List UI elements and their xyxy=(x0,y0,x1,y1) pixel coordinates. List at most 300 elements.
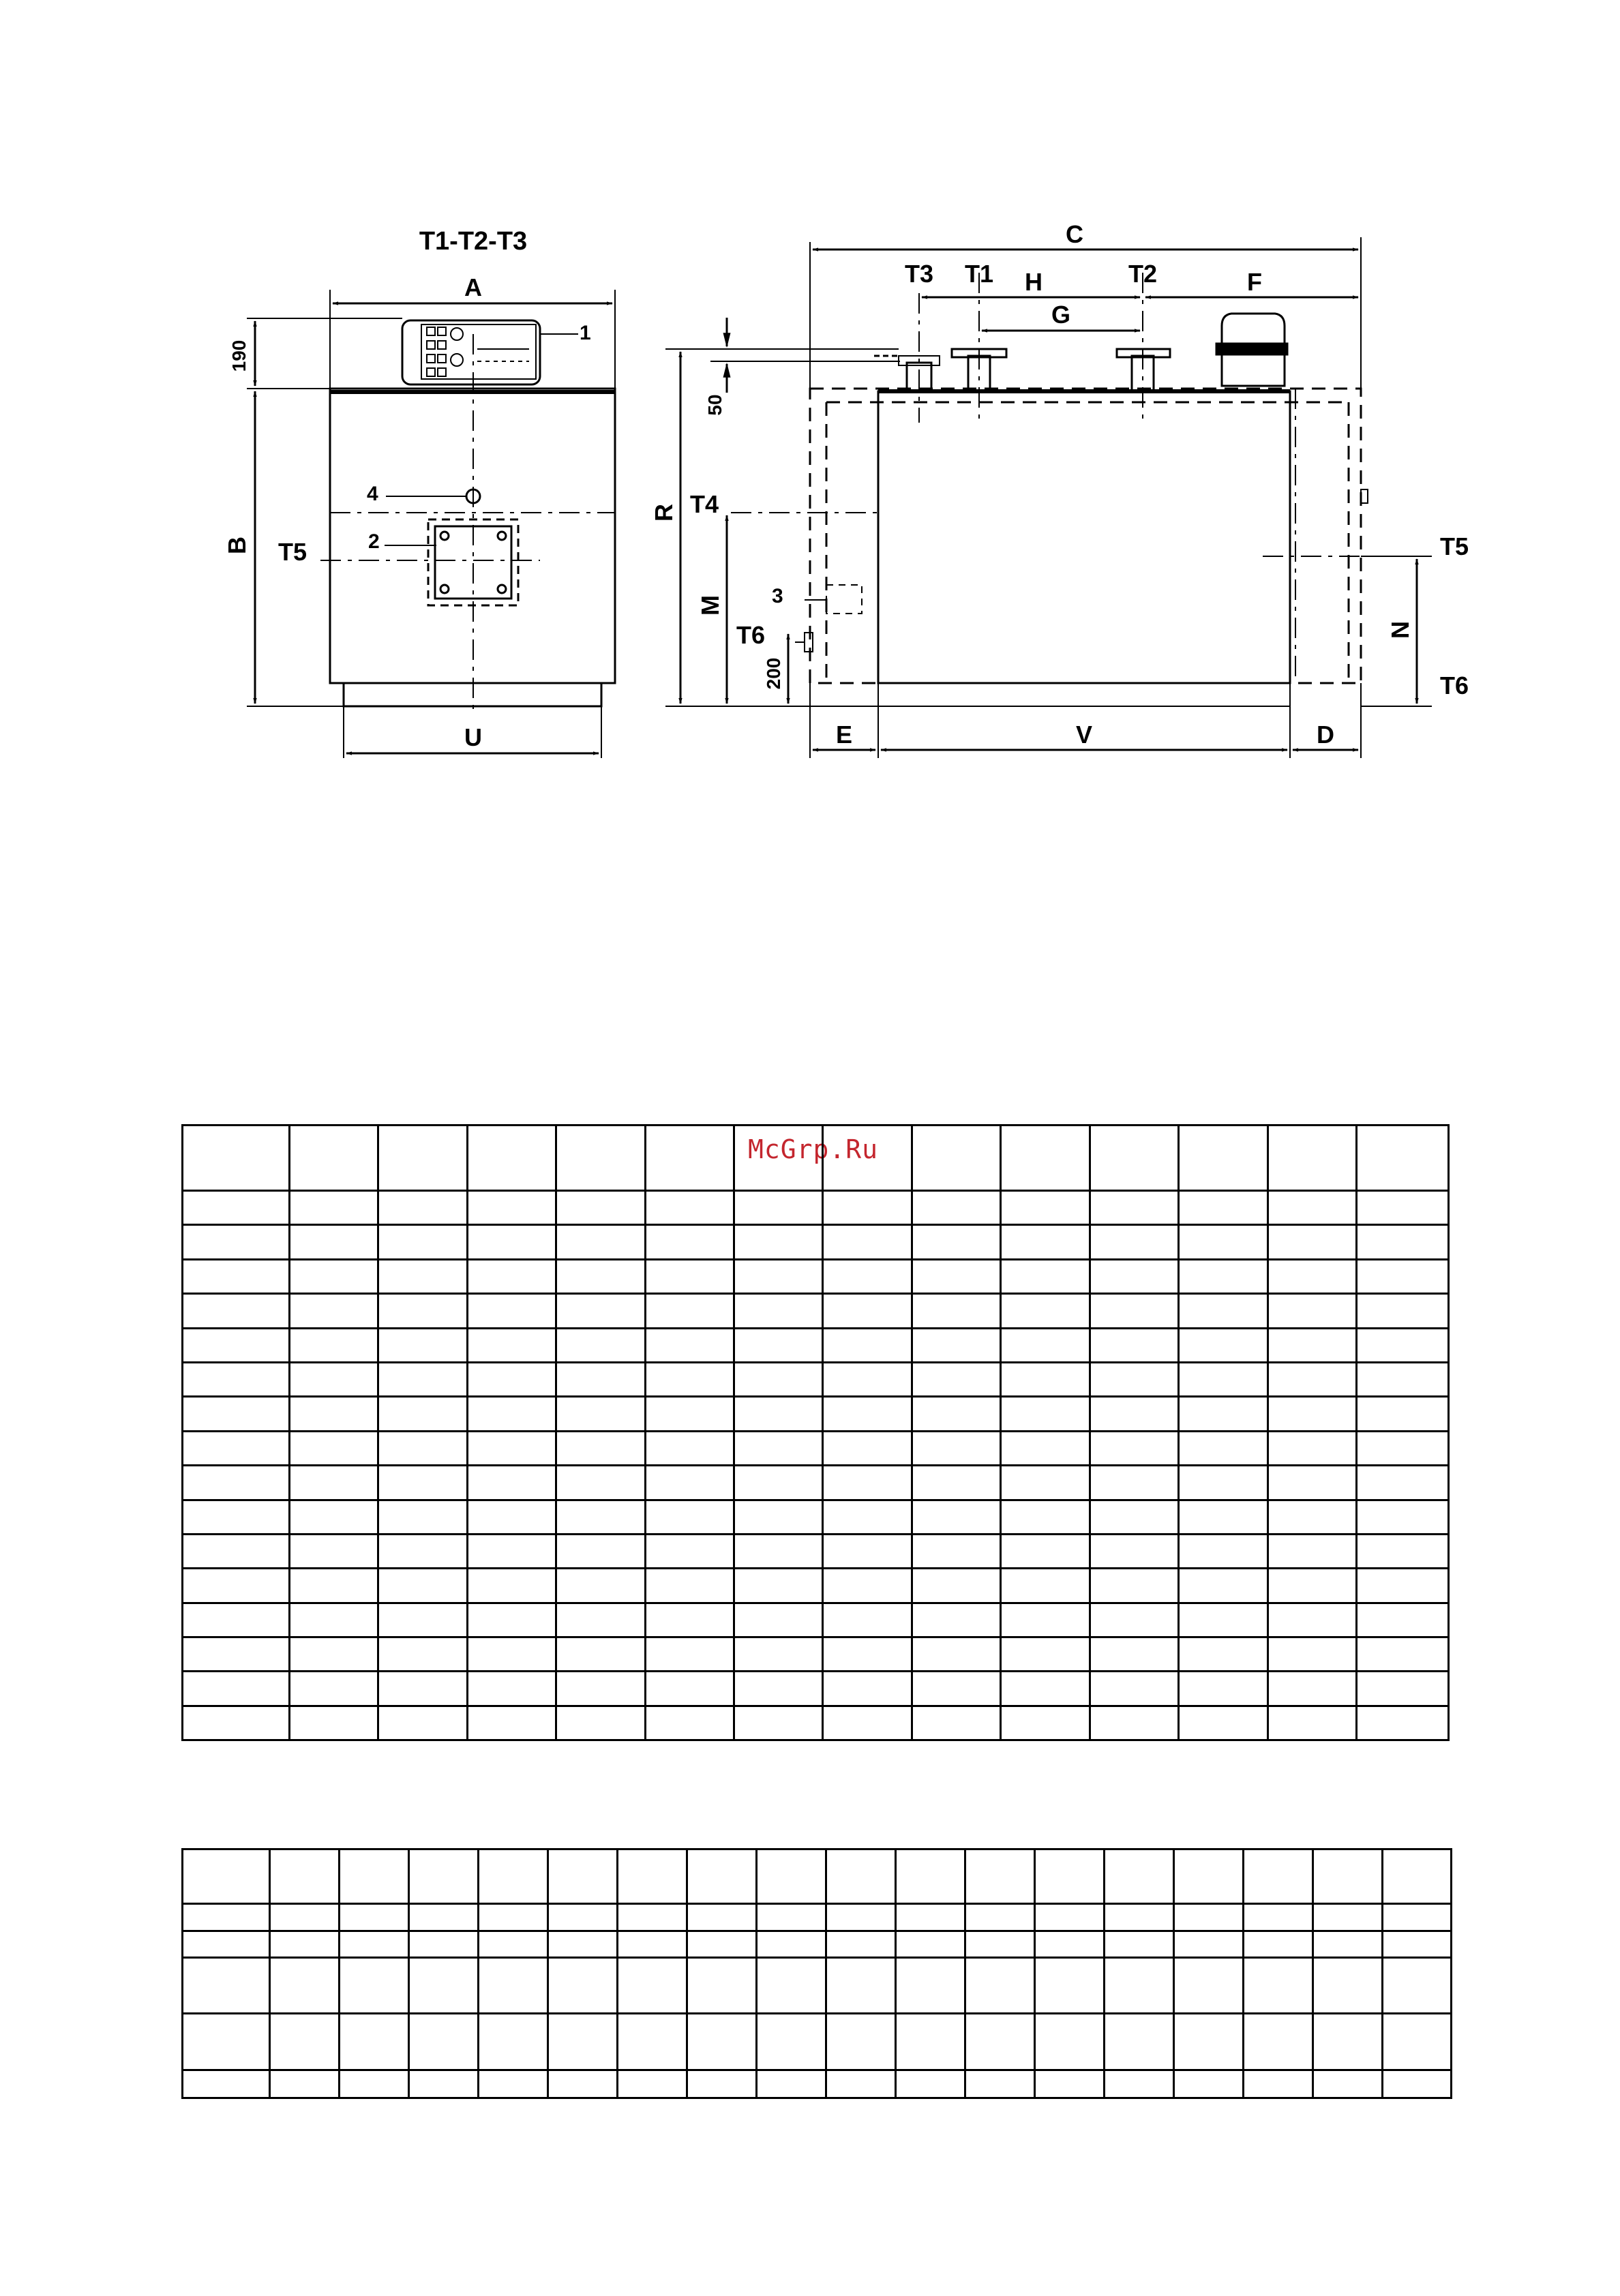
table-cell xyxy=(734,1328,823,1362)
table-cell xyxy=(687,1957,757,2013)
table-cell xyxy=(479,1904,548,1931)
table-cell xyxy=(548,1904,618,1931)
table-cell xyxy=(912,1294,1000,1328)
dim-e-label: E xyxy=(835,721,853,749)
table-cell xyxy=(826,1849,896,1904)
table-cell xyxy=(823,1191,912,1225)
table-cell xyxy=(965,1957,1035,2013)
table-cell xyxy=(645,1500,734,1534)
table-row xyxy=(183,1126,1449,1191)
conn-t6-left-label: T6 xyxy=(736,621,766,649)
table-cell xyxy=(1383,2070,1452,2098)
table-cell xyxy=(467,1126,556,1191)
table-cell xyxy=(1268,1466,1356,1500)
table-cell xyxy=(548,2070,618,2098)
table-cell xyxy=(1268,1362,1356,1396)
table-cell xyxy=(409,1849,479,1904)
table-row xyxy=(183,1904,1452,1931)
table-cell xyxy=(912,1431,1000,1465)
table-cell xyxy=(734,1706,823,1740)
table-cell xyxy=(1090,1328,1178,1362)
table-cell xyxy=(183,1569,290,1603)
table-cell xyxy=(1313,1904,1383,1931)
table-cell xyxy=(479,2014,548,2070)
table-cell xyxy=(270,1904,340,1931)
table-cell xyxy=(734,1603,823,1637)
table-cell xyxy=(378,1706,467,1740)
table-row xyxy=(183,1849,1452,1904)
table-cell xyxy=(1090,1569,1178,1603)
table-cell xyxy=(378,1328,467,1362)
table-cell xyxy=(823,1466,912,1500)
table-cell xyxy=(183,1397,290,1431)
table-cell xyxy=(1174,1957,1244,2013)
dim-m-label: M xyxy=(696,595,724,616)
table-cell xyxy=(823,1397,912,1431)
table-cell xyxy=(1313,2070,1383,2098)
table-cell xyxy=(1001,1500,1090,1534)
table-cell xyxy=(618,1931,687,1957)
table-cell xyxy=(757,2014,826,2070)
table-cell xyxy=(757,1957,826,2013)
table-cell xyxy=(289,1500,378,1534)
table-cell xyxy=(556,1225,645,1259)
table-cell xyxy=(467,1637,556,1672)
table-cell xyxy=(1105,1957,1174,2013)
table-cell xyxy=(1383,2014,1452,2070)
table-cell xyxy=(1090,1500,1178,1534)
table-cell xyxy=(826,2014,896,2070)
table-cell xyxy=(1090,1126,1178,1191)
table-cell xyxy=(1035,1904,1105,1931)
table-cell xyxy=(289,1328,378,1362)
table-cell xyxy=(823,1259,912,1293)
table-cell xyxy=(409,1957,479,2013)
table-cell xyxy=(556,1637,645,1672)
table-cell xyxy=(912,1637,1000,1672)
conn-t1-label: T1 xyxy=(964,260,994,288)
table-cell xyxy=(645,1397,734,1431)
table-cell xyxy=(1035,1957,1105,2013)
dim-b-label: B xyxy=(223,537,251,554)
table-cell xyxy=(965,1849,1035,1904)
table-cell xyxy=(289,1397,378,1431)
table-row xyxy=(183,1706,1449,1740)
dim-a-label: A xyxy=(464,273,482,301)
table-cell xyxy=(183,1957,270,2013)
table-cell xyxy=(409,2014,479,2070)
table-cell xyxy=(687,1849,757,1904)
table-cell xyxy=(1268,1259,1356,1293)
table-cell xyxy=(556,1431,645,1465)
table-cell xyxy=(645,1431,734,1465)
table-cell xyxy=(467,1259,556,1293)
table-cell xyxy=(378,1294,467,1328)
table-cell xyxy=(183,1225,290,1259)
table-cell xyxy=(556,1706,645,1740)
table-cell xyxy=(270,1931,340,1957)
table-cell xyxy=(1268,1603,1356,1637)
table-row xyxy=(183,1294,1449,1328)
table-cell xyxy=(1001,1534,1090,1568)
table-cell xyxy=(1001,1362,1090,1396)
table-cell xyxy=(645,1534,734,1568)
table-cell xyxy=(548,1849,618,1904)
table-cell xyxy=(1001,1126,1090,1191)
table-cell xyxy=(467,1672,556,1706)
table-cell xyxy=(734,1362,823,1396)
table-cell xyxy=(183,1259,290,1293)
table-cell xyxy=(645,1569,734,1603)
table-cell xyxy=(479,1957,548,2013)
table-cell xyxy=(183,1328,290,1362)
table-cell xyxy=(734,1637,823,1672)
table-cell xyxy=(1268,1294,1356,1328)
conn-t5-front-label: T5 xyxy=(278,538,308,566)
table-cell xyxy=(618,1904,687,1931)
table-cell xyxy=(1105,2070,1174,2098)
table-cell xyxy=(1001,1431,1090,1465)
table-cell xyxy=(467,1603,556,1637)
table-cell xyxy=(1035,1931,1105,1957)
table-cell xyxy=(289,1637,378,1672)
callout-4-label: 4 xyxy=(367,483,378,505)
table-cell xyxy=(1179,1362,1268,1396)
table-cell xyxy=(1244,2014,1313,2070)
table-cell xyxy=(378,1259,467,1293)
table-cell xyxy=(912,1362,1000,1396)
table-row xyxy=(183,1534,1449,1568)
table-cell xyxy=(467,1225,556,1259)
table-cell xyxy=(1090,1397,1178,1431)
table-cell xyxy=(1244,1931,1313,1957)
table-cell xyxy=(479,1931,548,1957)
table-cell xyxy=(409,1931,479,1957)
dim-v-label: V xyxy=(1075,721,1093,749)
table-cell xyxy=(183,1904,270,1931)
table-cell xyxy=(183,1672,290,1706)
conn-t4-label: T4 xyxy=(690,490,719,518)
table-cell xyxy=(1357,1431,1449,1465)
table-cell xyxy=(1268,1500,1356,1534)
table-cell xyxy=(1268,1569,1356,1603)
table-cell xyxy=(289,1603,378,1637)
table-cell xyxy=(687,2070,757,2098)
table-row xyxy=(183,2070,1452,2098)
table-cell xyxy=(289,1225,378,1259)
burner-unit xyxy=(1216,314,1287,386)
table-cell xyxy=(645,1672,734,1706)
table-cell xyxy=(378,1397,467,1431)
table-cell xyxy=(467,1569,556,1603)
table-cell xyxy=(618,2014,687,2070)
table-cell xyxy=(1179,1534,1268,1568)
table-cell xyxy=(289,1706,378,1740)
table-cell xyxy=(183,1431,290,1465)
table-cell xyxy=(548,1931,618,1957)
table-cell xyxy=(1357,1534,1449,1568)
table-cell xyxy=(734,1259,823,1293)
table-cell xyxy=(645,1126,734,1191)
table-cell xyxy=(645,1191,734,1225)
table-cell xyxy=(1105,1931,1174,1957)
table-cell xyxy=(1244,1849,1313,1904)
table-cell xyxy=(1179,1328,1268,1362)
table-cell xyxy=(183,2014,270,2070)
table-row xyxy=(183,2014,1452,2070)
table-cell xyxy=(687,2014,757,2070)
table-cell xyxy=(645,1259,734,1293)
table-cell xyxy=(1174,2014,1244,2070)
table-cell xyxy=(548,1957,618,2013)
table-cell xyxy=(1268,1225,1356,1259)
table-cell xyxy=(1001,1672,1090,1706)
table-cell xyxy=(270,2014,340,2070)
table-cell xyxy=(823,1500,912,1534)
table-cell xyxy=(340,2014,409,2070)
dim-u-label: U xyxy=(464,723,482,751)
table-cell xyxy=(1090,1466,1178,1500)
table-cell xyxy=(896,2070,965,2098)
table-cell xyxy=(1174,2070,1244,2098)
table-cell xyxy=(1001,1706,1090,1740)
table-cell xyxy=(1090,1259,1178,1293)
table-cell xyxy=(1179,1126,1268,1191)
table-cell xyxy=(912,1534,1000,1568)
table-cell xyxy=(183,1849,270,1904)
table-cell xyxy=(1174,1931,1244,1957)
table-row xyxy=(183,1225,1449,1259)
table-cell xyxy=(467,1500,556,1534)
table-cell xyxy=(823,1603,912,1637)
table-cell xyxy=(645,1225,734,1259)
table-cell xyxy=(823,1431,912,1465)
table-row xyxy=(183,1362,1449,1396)
table-cell xyxy=(1268,1191,1356,1225)
table-cell xyxy=(1001,1191,1090,1225)
dim-n-label: N xyxy=(1386,621,1414,639)
table-cell xyxy=(183,1603,290,1637)
table-cell xyxy=(1179,1225,1268,1259)
table-cell xyxy=(896,1904,965,1931)
t6-drain xyxy=(805,633,813,652)
table-row xyxy=(183,1637,1449,1672)
table-cell xyxy=(1174,1904,1244,1931)
table-cell xyxy=(378,1500,467,1534)
table-cell xyxy=(823,1534,912,1568)
table-cell xyxy=(556,1362,645,1396)
table-cell xyxy=(1268,1397,1356,1431)
table-cell xyxy=(378,1672,467,1706)
table-cell xyxy=(409,2070,479,2098)
table-cell xyxy=(289,1191,378,1225)
table-cell xyxy=(757,2070,826,2098)
specifications-table xyxy=(181,1848,1452,2099)
table-row xyxy=(183,1672,1449,1706)
table-cell xyxy=(270,1957,340,2013)
table-cell xyxy=(896,1849,965,1904)
table-cell xyxy=(183,1126,290,1191)
table-cell xyxy=(1357,1259,1449,1293)
table-cell xyxy=(757,1904,826,1931)
table-row xyxy=(183,1191,1449,1225)
table-cell xyxy=(965,2014,1035,2070)
table-cell xyxy=(1174,1849,1244,1904)
table-cell xyxy=(1001,1569,1090,1603)
table-cell xyxy=(1244,2070,1313,2098)
table-cell xyxy=(479,1849,548,1904)
table-cell xyxy=(1357,1466,1449,1500)
table-cell xyxy=(556,1672,645,1706)
table-cell xyxy=(183,1466,290,1500)
table-cell xyxy=(965,2070,1035,2098)
table-cell xyxy=(734,1126,823,1191)
table-cell xyxy=(1268,1672,1356,1706)
table-row xyxy=(183,1931,1452,1957)
table-cell xyxy=(556,1294,645,1328)
table-cell xyxy=(467,1362,556,1396)
table-cell xyxy=(1357,1328,1449,1362)
table-cell xyxy=(183,1931,270,1957)
table-cell xyxy=(183,1534,290,1568)
table-cell xyxy=(1268,1126,1356,1191)
table-cell xyxy=(1357,1397,1449,1431)
front-view-title: T1-T2-T3 xyxy=(419,227,528,256)
table-cell xyxy=(1357,1637,1449,1672)
table-cell xyxy=(1179,1672,1268,1706)
table-cell xyxy=(289,1431,378,1465)
table-cell xyxy=(556,1191,645,1225)
table-cell xyxy=(1357,1706,1449,1740)
table-cell xyxy=(734,1225,823,1259)
table-cell xyxy=(912,1672,1000,1706)
table-cell xyxy=(912,1500,1000,1534)
table-cell xyxy=(289,1534,378,1568)
table-cell xyxy=(556,1569,645,1603)
table-cell xyxy=(965,1931,1035,1957)
table-cell xyxy=(556,1397,645,1431)
callout-2-label: 2 xyxy=(368,530,380,553)
table-cell xyxy=(1090,1706,1178,1740)
table-cell xyxy=(479,2070,548,2098)
table-cell xyxy=(1244,1957,1313,2013)
table-cell xyxy=(467,1191,556,1225)
table-cell xyxy=(1383,1931,1452,1957)
conn-t6-right-label: T6 xyxy=(1440,671,1469,699)
table-cell xyxy=(467,1328,556,1362)
table-cell xyxy=(1105,2014,1174,2070)
table-row xyxy=(183,1431,1449,1465)
table-cell xyxy=(378,1126,467,1191)
table-cell xyxy=(734,1500,823,1534)
table-cell xyxy=(645,1603,734,1637)
table-cell xyxy=(1179,1569,1268,1603)
dim-f-label: F xyxy=(1247,268,1262,296)
table-cell xyxy=(1357,1225,1449,1259)
table-cell xyxy=(823,1672,912,1706)
conn-t5-side-label: T5 xyxy=(1440,532,1469,560)
table-cell xyxy=(289,1126,378,1191)
table-cell xyxy=(734,1534,823,1568)
table-cell xyxy=(912,1328,1000,1362)
table-cell xyxy=(687,1931,757,1957)
table-cell xyxy=(912,1191,1000,1225)
table-cell xyxy=(1357,1191,1449,1225)
control-panel-box xyxy=(402,320,540,384)
table-cell xyxy=(1383,1957,1452,2013)
table-cell xyxy=(1383,1904,1452,1931)
table-cell xyxy=(467,1466,556,1500)
table-cell xyxy=(467,1397,556,1431)
table-cell xyxy=(556,1603,645,1637)
table-cell xyxy=(1035,2014,1105,2070)
dim-r-label: R xyxy=(650,504,678,522)
table-cell xyxy=(467,1706,556,1740)
table-cell xyxy=(378,1362,467,1396)
table-cell xyxy=(340,1904,409,1931)
table-cell xyxy=(826,2070,896,2098)
table-row xyxy=(183,1603,1449,1637)
table-cell xyxy=(1090,1637,1178,1672)
table-cell xyxy=(1357,1294,1449,1328)
table-cell xyxy=(645,1637,734,1672)
table-cell xyxy=(556,1534,645,1568)
table-cell xyxy=(1090,1672,1178,1706)
table-cell xyxy=(1179,1397,1268,1431)
table-cell xyxy=(1313,1957,1383,2013)
table-cell xyxy=(823,1569,912,1603)
dimensions-table xyxy=(181,1124,1450,1741)
table-cell xyxy=(467,1294,556,1328)
table-cell xyxy=(645,1706,734,1740)
table-cell xyxy=(378,1637,467,1672)
table-cell xyxy=(1090,1225,1178,1259)
table-cell xyxy=(409,1904,479,1931)
table-cell xyxy=(826,1931,896,1957)
table-cell xyxy=(823,1362,912,1396)
callout-1-label: 1 xyxy=(580,322,591,344)
table-cell xyxy=(289,1259,378,1293)
table-cell xyxy=(823,1294,912,1328)
table-cell xyxy=(1001,1225,1090,1259)
table-cell xyxy=(912,1706,1000,1740)
table-cell xyxy=(1268,1706,1356,1740)
conn-t3-label: T3 xyxy=(904,260,934,288)
table-cell xyxy=(378,1534,467,1568)
table-cell xyxy=(1244,1904,1313,1931)
table-cell xyxy=(1357,1362,1449,1396)
table-cell xyxy=(1001,1259,1090,1293)
table-cell xyxy=(183,2070,270,2098)
table-cell xyxy=(467,1534,556,1568)
table-cell xyxy=(1105,1849,1174,1904)
table-cell xyxy=(1357,1500,1449,1534)
table-cell xyxy=(912,1259,1000,1293)
table-cell xyxy=(823,1328,912,1362)
control-panel-knobs xyxy=(427,327,529,376)
table-cell xyxy=(1179,1637,1268,1672)
dim-50-label: 50 xyxy=(704,394,725,416)
boiler-base-side xyxy=(878,683,1290,706)
table-cell xyxy=(734,1431,823,1465)
table-cell xyxy=(270,2070,340,2098)
table-cell xyxy=(548,2014,618,2070)
table-cell xyxy=(183,1362,290,1396)
table-row xyxy=(183,1259,1449,1293)
table-cell xyxy=(1090,1294,1178,1328)
table-cell xyxy=(378,1466,467,1500)
table-cell xyxy=(289,1569,378,1603)
